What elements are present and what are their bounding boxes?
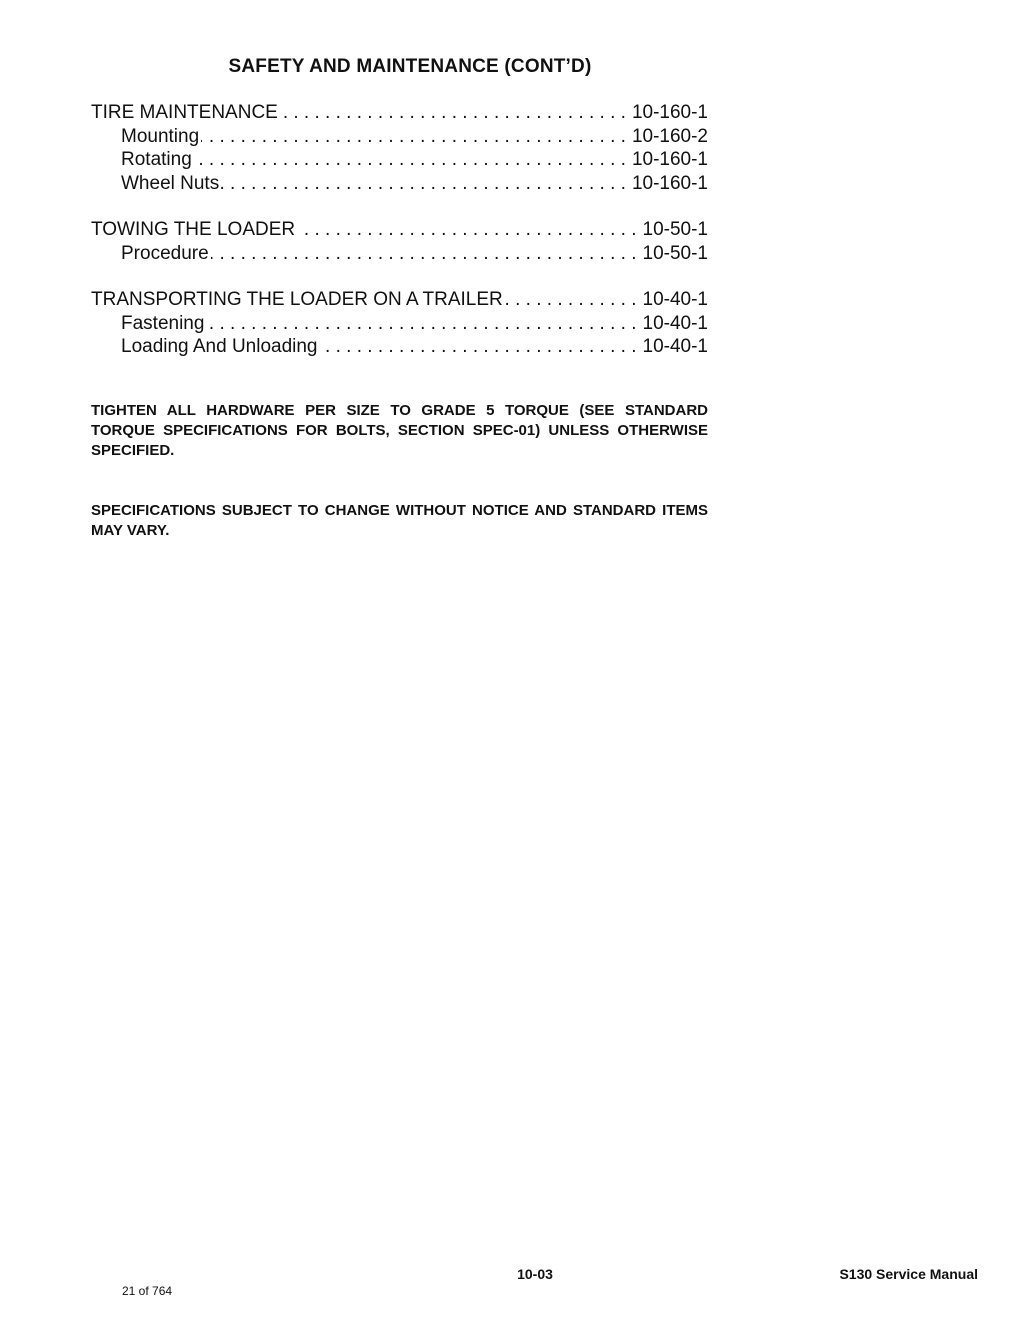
toc-subentry-label: Wheel Nuts — [121, 172, 220, 194]
toc-subentry[interactable] — [91, 172, 708, 196]
toc-entry-label: TIRE MAINTENANCE — [91, 102, 278, 123]
toc-leader-dots — [297, 218, 636, 242]
toc-subentry-page: 10-50-1 — [642, 242, 708, 264]
toc-subentry-label: Mounting — [121, 125, 200, 147]
toc-subentry-page: 10-160-1 — [631, 149, 708, 170]
toc-subentry[interactable] — [91, 335, 708, 359]
toc-subentry-label: Loading And Unloading — [121, 336, 318, 357]
toc-section-transporting — [91, 288, 708, 359]
toc-leader-dots — [206, 312, 636, 336]
toc-entry[interactable] — [91, 288, 708, 312]
toc-subentry-page: 10-40-1 — [642, 336, 708, 357]
page-title: SAFETY AND MAINTENANCE (CONT’D) — [228, 56, 592, 77]
toc-entry-page: 10-40-1 — [642, 289, 708, 310]
toc-entry-label: TRANSPORTING THE LOADER ON A TRAILER — [91, 289, 503, 310]
toc-entry[interactable] — [91, 218, 708, 242]
toc-subentry-page: 10-40-1 — [642, 312, 708, 334]
toc-subentry-label: Fastening — [121, 312, 205, 334]
table-of-contents — [91, 101, 708, 382]
toc-subentry[interactable] — [91, 312, 708, 336]
toc-entry-page: 10-160-1 — [631, 102, 708, 123]
footer-page-count: 21 of 764 — [122, 1284, 173, 1298]
toc-subentry-page: 10-160-2 — [631, 125, 708, 147]
footer-manual-title: S130 Service Manual — [839, 1266, 978, 1282]
toc-subentry-page: 10-160-1 — [631, 172, 708, 194]
toc-entry-label: TOWING THE LOADER — [91, 219, 296, 240]
toc-leader-dots — [211, 242, 637, 266]
toc-subentry-label: Procedure — [121, 242, 209, 264]
toc-leader-dots — [201, 125, 626, 149]
toc-section-tire-maintenance — [91, 101, 708, 195]
toc-leader-dots — [194, 148, 626, 172]
toc-subentry[interactable] — [91, 242, 708, 266]
toc-subentry[interactable] — [91, 125, 708, 149]
toc-leader-dots — [505, 288, 637, 312]
toc-leader-dots — [320, 335, 637, 359]
toc-leader-dots — [280, 101, 626, 125]
toc-entry-page: 10-50-1 — [642, 219, 708, 240]
toc-entry[interactable] — [91, 101, 708, 125]
toc-subentry-label: Rotating — [121, 149, 192, 170]
toc-subentry[interactable] — [91, 148, 708, 172]
toc-leader-dots — [221, 172, 626, 196]
footer-page-number: 10-03 — [517, 1266, 553, 1282]
toc-section-towing — [91, 218, 708, 265]
specifications-note: SPECIFICATIONS SUBJECT TO CHANGE WITHOUT NOTICE AND STANDARD ITEMS MAY VARY. — [91, 502, 708, 539]
torque-note: TIGHTEN ALL HARDWARE PER SIZE TO GRADE 5 TORQUE (SEE STANDARD TORQUE SPECIFICATIONS FOR BOLTS, SECTION SPEC-01) UNLESS OTHERWISE SPECIFIED. — [91, 402, 708, 459]
